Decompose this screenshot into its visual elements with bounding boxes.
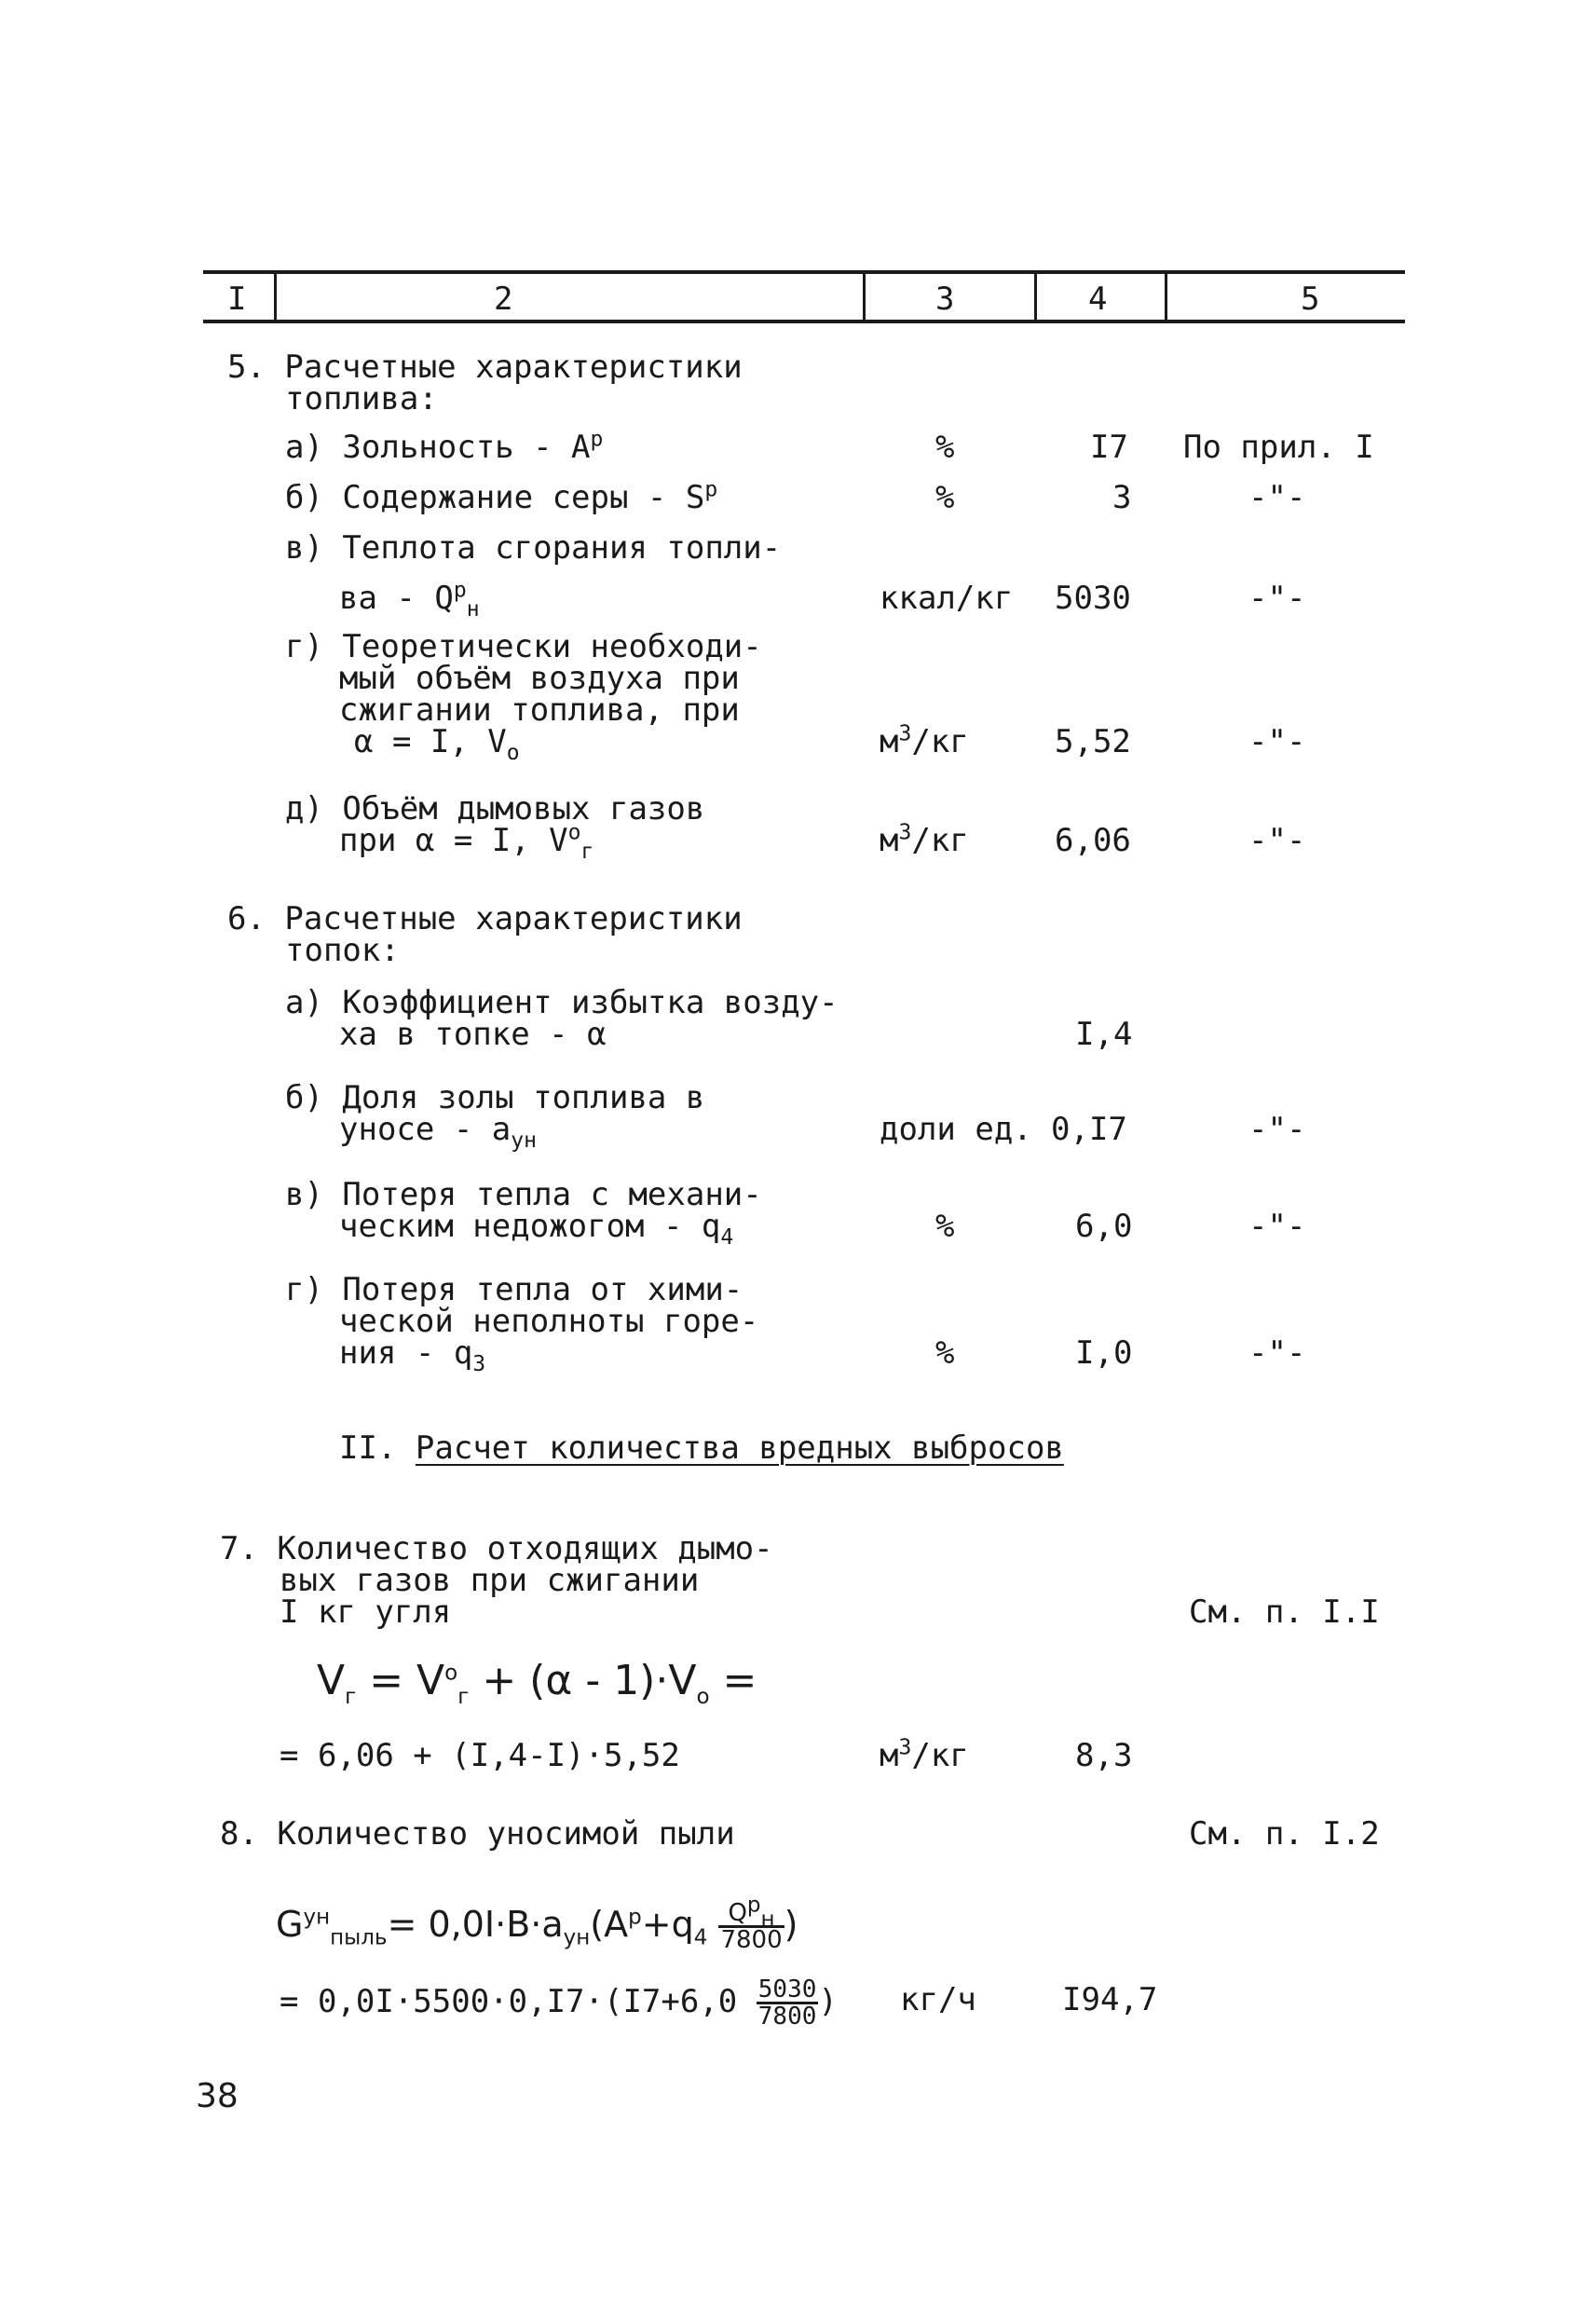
s6b-unit: доли ед. (880, 1111, 1032, 1148)
s8-formula: $G^{ун}_{пыль}= 0,0I\cdot B\cdot a_{ун}(A^р+q_4$ $\frac{\text{Qрн}}{7800}$ ) (276, 1893, 798, 1954)
s5g-unit: $м^3/кг$ (880, 721, 969, 760)
s8-calc: = 0,0I·5500·0,I7·(I7+6,0 $\frac{5030}{7800}$ ) (280, 1976, 838, 2031)
s5v-unit: ккал/кг (880, 580, 1014, 617)
s5b-label: б) Содержание серы - $S^р$ (285, 477, 718, 516)
s5-title-line2: топлива: (285, 380, 438, 417)
s7-value: 8,3 (1075, 1737, 1133, 1774)
s5g-label-line3: сжигании топлива, при (339, 691, 740, 729)
section-2-heading: II. Расчет количества вредных выбросов (339, 1429, 1064, 1467)
s6g-ref: -"- (1248, 1334, 1306, 1372)
s6v-label-line2: ческим недожогом - $q_4$ (339, 1208, 734, 1250)
s6v-label-line1: в) Потеря тепла с механи- (285, 1176, 762, 1213)
s7-label-line2: вых газов при сжигании (280, 1562, 700, 1599)
s8-ref: См. п. I.2 (1189, 1815, 1380, 1853)
s6a-value: I,4 (1075, 1016, 1133, 1053)
s5a-value: I7 (1090, 429, 1128, 466)
s6b-label-line1: б) Доля золы топлива в (285, 1079, 705, 1116)
header-divider-3 (1034, 270, 1037, 321)
s6g-value: I,0 (1075, 1334, 1133, 1372)
s5v-ref: -"- (1248, 580, 1306, 617)
s5v-value: 5030 (1055, 580, 1131, 617)
s6-title-line1: 6. Расчетные характеристики (227, 900, 743, 937)
s8-calc-fraction: $\frac{5030}{7800}$ (757, 1976, 817, 2031)
s5v-label-line1: в) Теплота сгорания топли- (285, 529, 782, 567)
s5v-label-line2: ва - $Q^р_н$ (339, 578, 480, 622)
s6g-label-line1: г) Потеря тепла от хими- (285, 1271, 743, 1308)
s7-calc: = 6,06 + (I,4-I)·5,52 (280, 1737, 680, 1774)
s5d-unit: $м^3/кг$ (880, 820, 969, 859)
s5g-value: 5,52 (1055, 723, 1131, 760)
s5b-ref: -"- (1248, 479, 1306, 516)
header-col-2: 2 (494, 280, 513, 318)
s6a-label-line2: ха в топке - α (339, 1016, 607, 1053)
header-divider-4 (1165, 270, 1167, 321)
s5b-unit: % (935, 479, 955, 516)
header-bottom-rule (203, 320, 1405, 323)
s7-label-line1: 7. Количество отходящих дымо- (220, 1530, 773, 1567)
s6b-label-line2: уносе - $a_{ун}$ (339, 1111, 537, 1153)
s6a-label-line1: а) Коэффициент избытка возду- (285, 984, 839, 1021)
s5d-label-line2: при α = I, $V^о_г$ (339, 820, 594, 864)
header-col-3: 3 (935, 280, 955, 318)
s6b-ref: -"- (1248, 1111, 1306, 1148)
s5g-label-line2: мый объём воздуха при (339, 660, 740, 697)
s8-label: 8. Количество уносимой пыли (220, 1815, 735, 1853)
page-number: 38 (196, 2077, 239, 2115)
header-col-4: 4 (1088, 280, 1108, 318)
s5g-ref: -"- (1248, 723, 1306, 760)
s5d-label-line1: д) Объём дымовых газов (285, 790, 705, 827)
s7-formula: $V_г = V^о_г + (\alpha - 1)\cdot V_о$ = (317, 1657, 757, 1709)
header-col-5: 5 (1301, 280, 1320, 318)
s5b-value: 3 (1112, 479, 1132, 516)
header-top-rule (203, 270, 1405, 274)
s5g-label-line1: г) Теоретически необходи- (285, 628, 762, 665)
s6g-unit: % (935, 1334, 955, 1372)
s6b-value: 0,I7 (1051, 1111, 1127, 1148)
s5d-value: 6,06 (1055, 822, 1131, 859)
s6v-ref: -"- (1248, 1208, 1306, 1245)
s5d-ref: -"- (1248, 822, 1306, 859)
s6v-value: 6,0 (1075, 1208, 1133, 1245)
header-col-1: I (227, 280, 247, 318)
s5a-label: а) Зольность - $A^р$ (285, 427, 604, 466)
s8-unit: кг/ч (900, 1981, 976, 2018)
s7-label-line3: I кг угля (280, 1593, 452, 1631)
s7-unit: $м^3/кг$ (880, 1735, 969, 1774)
header-divider-2 (863, 270, 866, 321)
s5a-unit: % (935, 429, 955, 466)
header-divider-1 (274, 270, 277, 321)
s8-value: I94,7 (1062, 1981, 1158, 2018)
s5a-ref: По прил. I (1183, 429, 1374, 466)
s6g-label-line3: ния - $q_3$ (339, 1334, 486, 1376)
s5g-label-line4: α = I, $V_o$ (354, 723, 520, 765)
s6g-label-line2: ческой неполноты горе- (339, 1303, 759, 1340)
s8-formula-fraction: $\frac{\text{Qрн}}{7800}$ (720, 1893, 783, 1954)
s5-title-line1: 5. Расчетные характеристики (227, 349, 743, 386)
s6-title-line2: топок: (285, 932, 400, 969)
s7-ref: См. п. I.I (1189, 1593, 1380, 1631)
s6v-unit: % (935, 1208, 955, 1245)
